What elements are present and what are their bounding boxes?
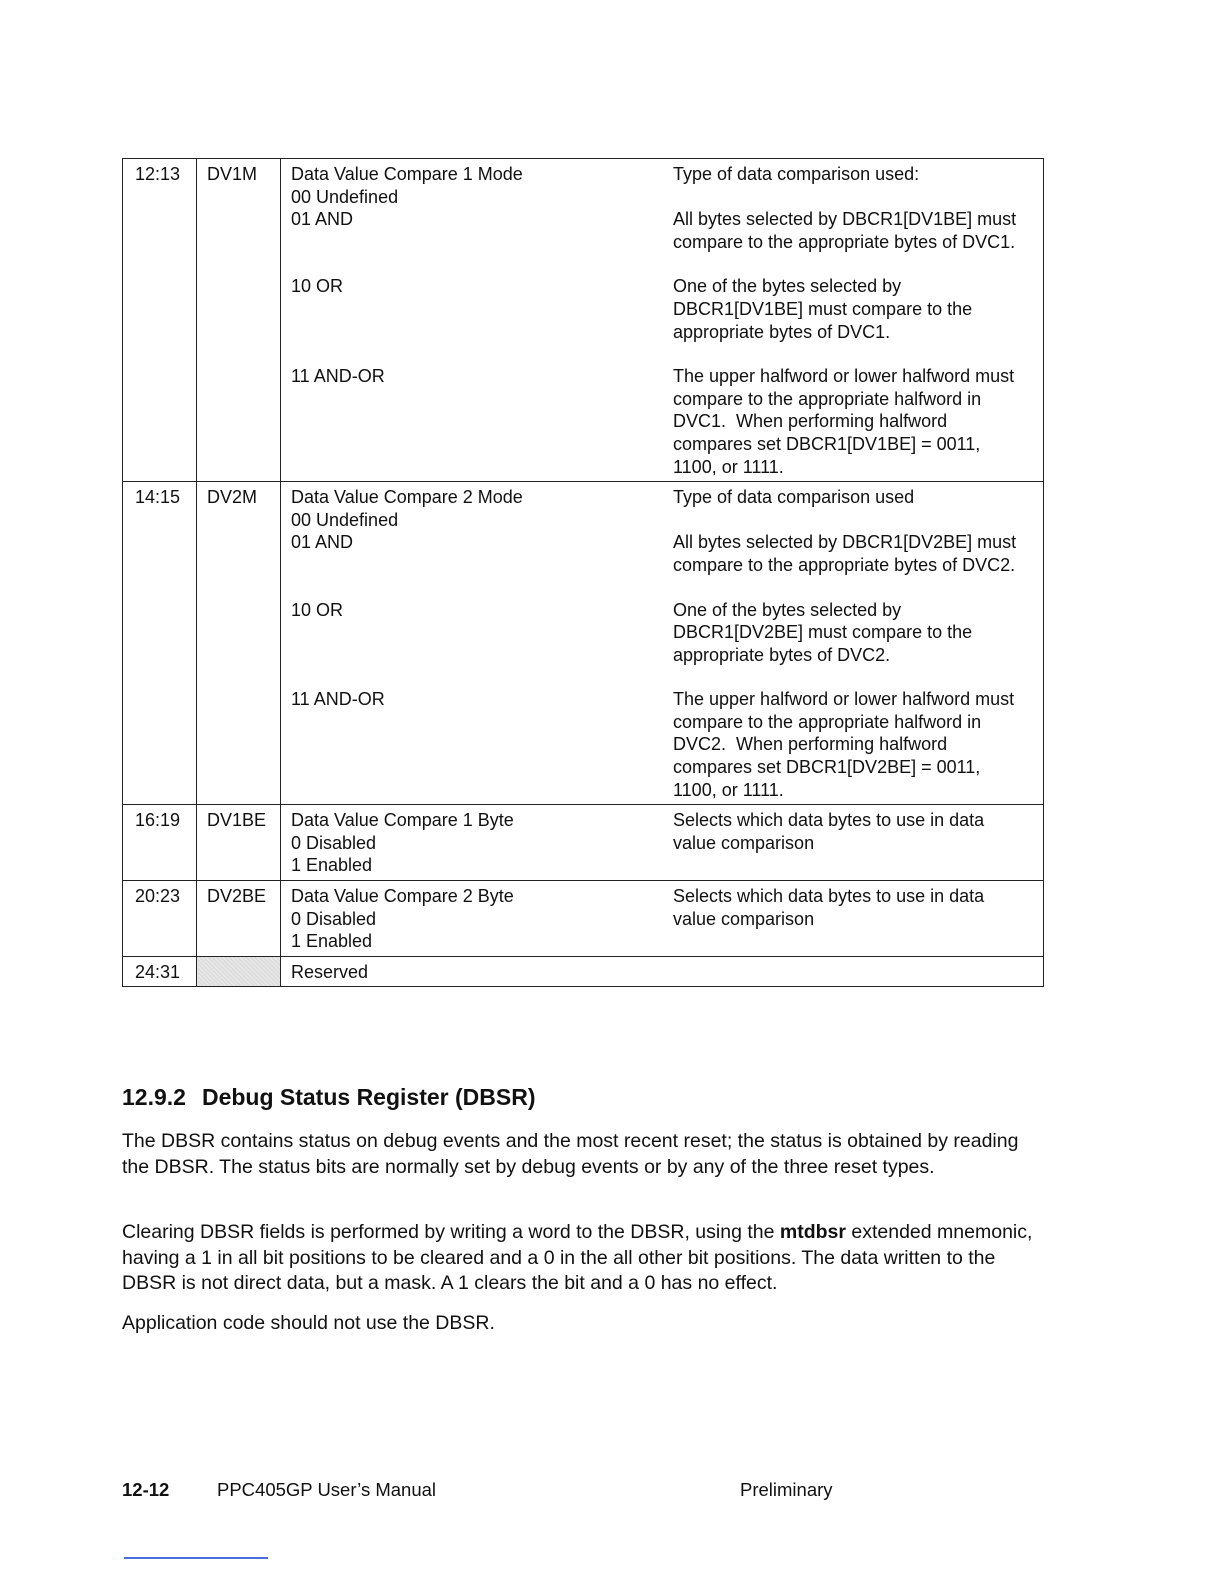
description-cell xyxy=(281,482,1044,805)
desc-line: 01 AND xyxy=(291,532,354,553)
desc-line: 1100, or 1111. xyxy=(673,456,784,477)
para-text: extended mnemonic, having a 1 in all bit positions to be cleared and a 0 in the all other bit positions. The data written to the DBSR is not direct data, but a mask. A 1 clears the bit and a 0 has no effect. xyxy=(122,1221,1033,1295)
desc-line: compare to the appropriate halfword in xyxy=(673,711,982,732)
page-number: 12-12 xyxy=(122,1479,170,1500)
desc-line: Reserved xyxy=(291,961,369,982)
desc-line: appropriate bytes of DVC2. xyxy=(673,644,891,665)
desc-line xyxy=(673,509,1035,532)
desc-line: 00 Undefined xyxy=(291,186,399,207)
desc-line: Type of data comparison used: xyxy=(673,164,920,184)
table-row xyxy=(123,956,1044,987)
desc-line: appropriate bytes of DVC1. xyxy=(673,321,891,342)
desc-line: compares set DBCR1[DV1BE] = 0011, xyxy=(673,433,981,454)
bit-range-cell: 12:13 xyxy=(123,159,197,482)
section-title: Debug Status Register (DBSR) xyxy=(201,1084,536,1110)
description-cell xyxy=(281,881,1044,957)
paragraph-dbsr-note: Application code should not use the DBSR. xyxy=(122,1312,495,1334)
desc-line: Selects which data bytes to use in data xyxy=(673,810,985,831)
desc-line: All bytes selected by DBCR1[DV1BE] must xyxy=(673,209,1017,230)
bit-range-cell: 20:23 xyxy=(123,881,197,957)
desc-line: value comparison xyxy=(673,908,815,929)
section-number: 12.9.2 xyxy=(122,1084,186,1110)
desc-line: DBCR1[DV2BE] must compare to the xyxy=(673,622,973,643)
desc-line: 01 AND xyxy=(291,209,354,230)
table-row xyxy=(123,482,1044,805)
desc-line: DBCR1[DV1BE] must compare to the xyxy=(673,298,973,319)
desc-line: Type of data comparison used xyxy=(673,487,915,508)
mode-option: 10 OR xyxy=(291,599,344,620)
section-heading xyxy=(122,1084,536,1111)
desc-line: 0 Disabled xyxy=(291,908,377,929)
field-name-cell: DV1BE xyxy=(197,805,281,881)
desc-line: Data Value Compare 2 Byte xyxy=(291,886,514,907)
mode-option: 10 OR xyxy=(291,276,344,297)
field-name-cell: DV2BE xyxy=(197,881,281,957)
table-row xyxy=(123,805,1044,881)
desc-line: Data Value Compare 1 Mode xyxy=(291,164,523,184)
desc-line: DVC2. When performing halfword xyxy=(673,734,948,755)
desc-line: compares set DBCR1[DV2BE] = 0011, xyxy=(673,757,981,778)
desc-line: Selects which data bytes to use in data xyxy=(673,886,985,907)
desc-line: 00 Undefined xyxy=(291,509,399,530)
desc-line: 1 Enabled xyxy=(291,931,373,952)
document-status: Preliminary xyxy=(740,1479,833,1500)
table-row xyxy=(123,159,1044,482)
desc-line xyxy=(673,186,1035,209)
bit-range-cell: 14:15 xyxy=(123,482,197,805)
desc-line: One of the bytes selected by xyxy=(673,599,902,620)
desc-line: 1 Enabled xyxy=(291,855,373,876)
field-name-cell: DV1M xyxy=(197,159,281,482)
para-text: Clearing DBSR fields is performed by writing a word to the DBSR, using the xyxy=(122,1221,780,1243)
desc-line: DVC1. When performing halfword xyxy=(673,411,948,432)
bit-range-cell: 16:19 xyxy=(123,805,197,881)
paragraph-dbsr-clearing xyxy=(122,1220,1042,1297)
manual-title: PPC405GP User’s Manual xyxy=(217,1479,437,1500)
description-cell xyxy=(281,805,1044,881)
paragraph-dbsr-intro: The DBSR contains status on debug events and the most recent reset; the status is obtained by reading the DBSR. The status bits are normally set by debug events or by any of the three reset types. xyxy=(122,1130,1019,1178)
bit-range-cell: 24:31 xyxy=(123,956,197,987)
footer-rule xyxy=(124,1557,268,1559)
desc-line: The upper halfword or lower halfword must xyxy=(673,689,1015,710)
desc-line: One of the bytes selected by xyxy=(673,276,902,297)
description-cell xyxy=(281,956,1044,987)
field-name-cell: DV2M xyxy=(197,482,281,805)
desc-line: value comparison xyxy=(673,832,815,853)
desc-line: 0 Disabled xyxy=(291,832,377,853)
mode-option: 11 AND-OR xyxy=(291,366,385,387)
register-field-table xyxy=(122,158,1044,987)
desc-line: compare to the appropriate halfword in xyxy=(673,388,982,409)
desc-line: The upper halfword or lower halfword must xyxy=(673,366,1015,387)
desc-line: Data Value Compare 2 Mode xyxy=(291,487,523,508)
desc-line: 1100, or 1111. xyxy=(673,779,784,800)
desc-line: compare to the appropriate bytes of DVC1. xyxy=(673,231,1016,252)
desc-line: compare to the appropriate bytes of DVC2. xyxy=(673,554,1016,575)
table-row xyxy=(123,881,1044,957)
mode-option: 11 AND-OR xyxy=(291,689,385,710)
desc-line: All bytes selected by DBCR1[DV2BE] must xyxy=(673,532,1017,553)
desc-line: Data Value Compare 1 Byte xyxy=(291,810,514,831)
reserved-shaded-cell xyxy=(197,956,281,987)
instruction-mnemonic: mtdbsr xyxy=(779,1221,846,1243)
description-cell xyxy=(281,159,1044,482)
